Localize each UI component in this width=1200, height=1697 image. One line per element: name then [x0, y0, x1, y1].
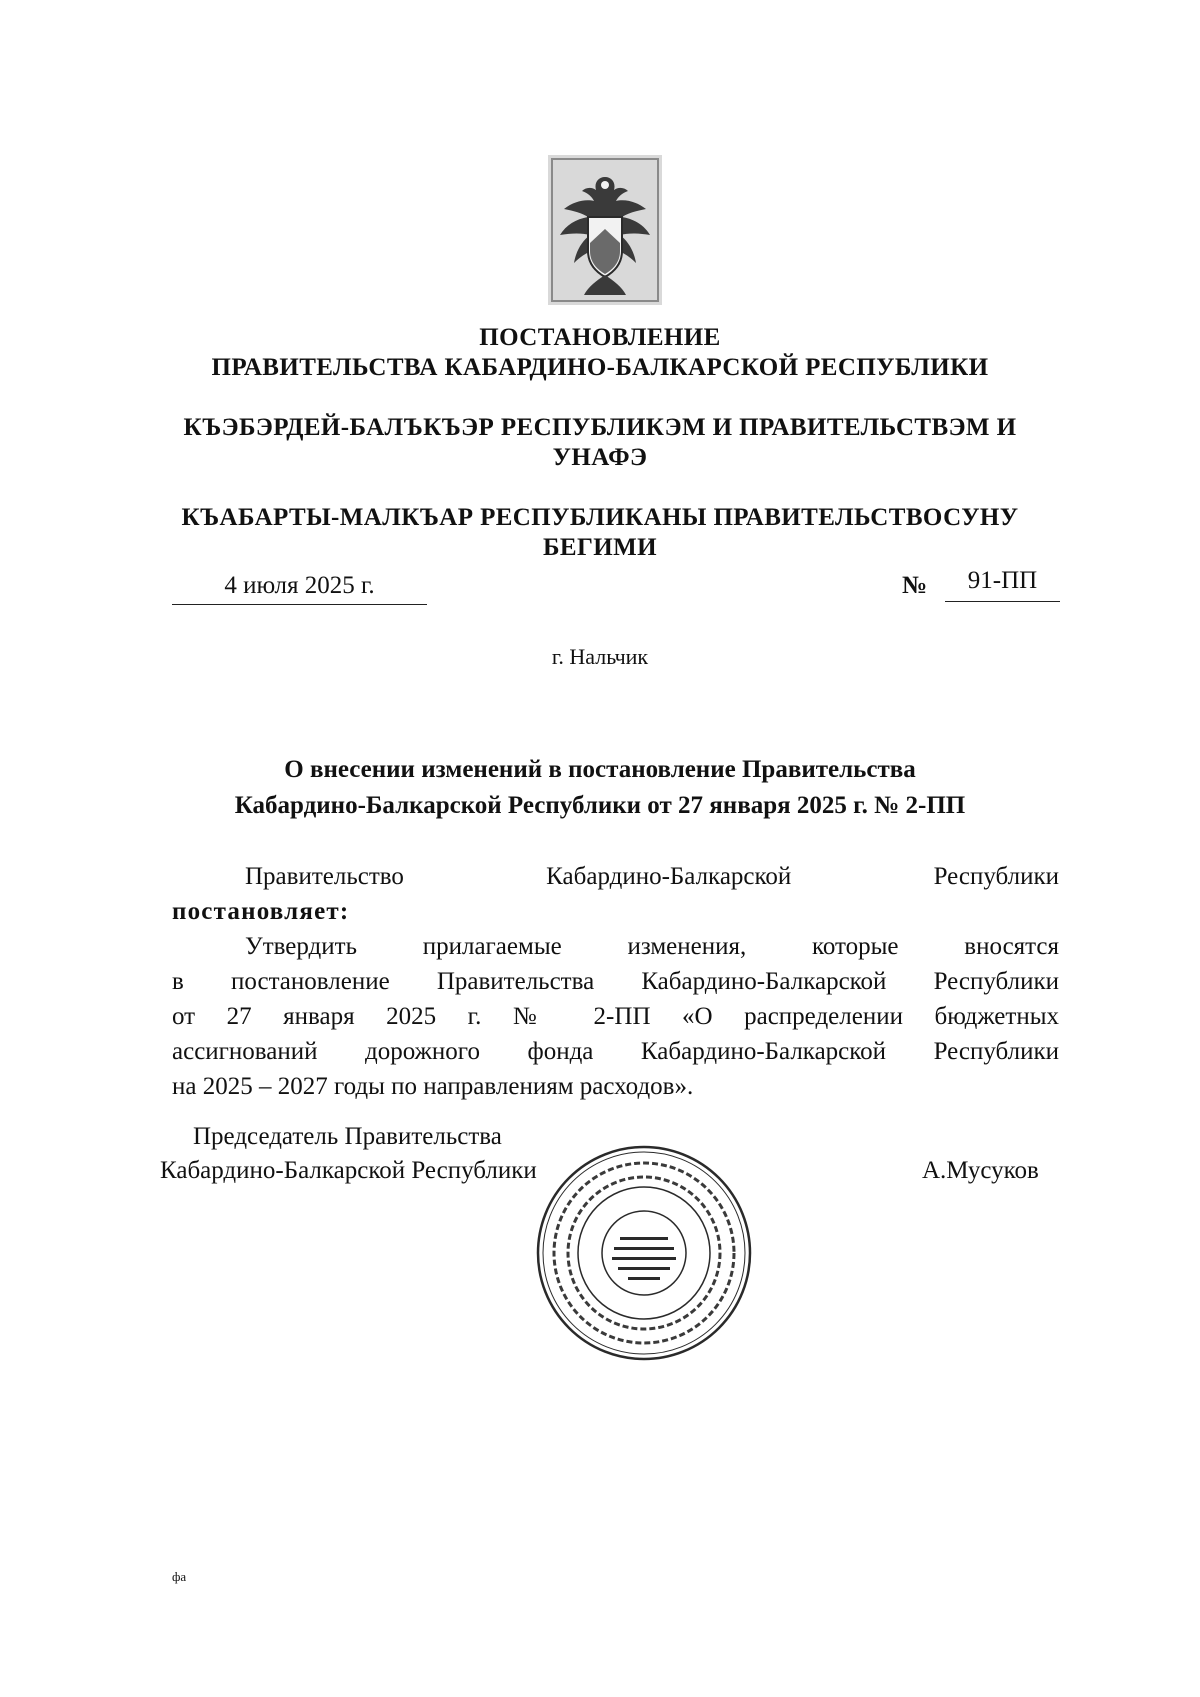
- body-line-2: Утвердить прилагаемые изменения, которые вносятся: [245, 933, 1059, 960]
- body-line-6: на 2025 – 2027 годы по направлениям расходов».: [172, 1073, 694, 1100]
- issue-city: г. Нальчик: [551, 644, 649, 669]
- document-date: 4 июля 2025 г.: [172, 572, 427, 605]
- body-line-4: от 27 января 2025 г. № 2-ПП «О распределении бюджетных: [172, 1003, 1059, 1030]
- doc-type-heading: ПОСТАНОВЛЕНИЕ: [479, 324, 721, 351]
- decree-word: постановляет:: [172, 898, 350, 925]
- document-subject: [0, 752, 1200, 824]
- kabardian-heading-line2: УНАФЭ: [552, 444, 648, 471]
- document-number: 91-ПП: [945, 567, 1060, 602]
- coat-of-arms-emblem: [548, 155, 662, 305]
- balkar-heading-line1: КЪАБАРТЫ-МАЛКЪАР РЕСПУБЛИКАНЫ ПРАВИТЕЛЬСТВОСУНУ: [181, 504, 1019, 531]
- number-sign: №: [902, 572, 928, 599]
- subject-line2: Кабардино-Балкарской Республики от 27 января 2025 г. № 2-ПП: [234, 792, 966, 819]
- issuer-heading: ПРАВИТЕЛЬСТВА КАБАРДИНО-БАЛКАРСКОЙ РЕСПУБЛИКИ: [211, 354, 989, 381]
- footer-initials: фа: [172, 1569, 187, 1584]
- seal-stamp-icon: [534, 1143, 754, 1363]
- kabardian-heading-line1: КЪЭБЭРДЕЙ-БАЛЪКЪЭР РЕСПУБЛИКЭМ И ПРАВИТЕЛЬСТВЭМ И: [183, 414, 1017, 441]
- balkar-heading-line2: БЕГИМИ: [543, 534, 657, 561]
- signatory-position-line1: Председатель Правительства: [193, 1123, 502, 1150]
- official-seal-stamp: [534, 1143, 754, 1363]
- signatory-position-line2: Кабардино-Балкарской Республики: [160, 1157, 537, 1184]
- eagle-emblem-icon: [548, 155, 662, 305]
- body-line-5: ассигнований дорожного фонда Кабардино-Балкарской Республики: [172, 1038, 1059, 1065]
- signatory-name: А.Мусуков: [922, 1157, 1039, 1184]
- subject-line1: О внесении изменений в постановление Правительства: [284, 756, 916, 783]
- body-line-3: в постановление Правительства Кабардино-Балкарской Республики: [172, 968, 1059, 995]
- body-line-1: Правительство Кабардино-Балкарской Республики: [245, 863, 1059, 890]
